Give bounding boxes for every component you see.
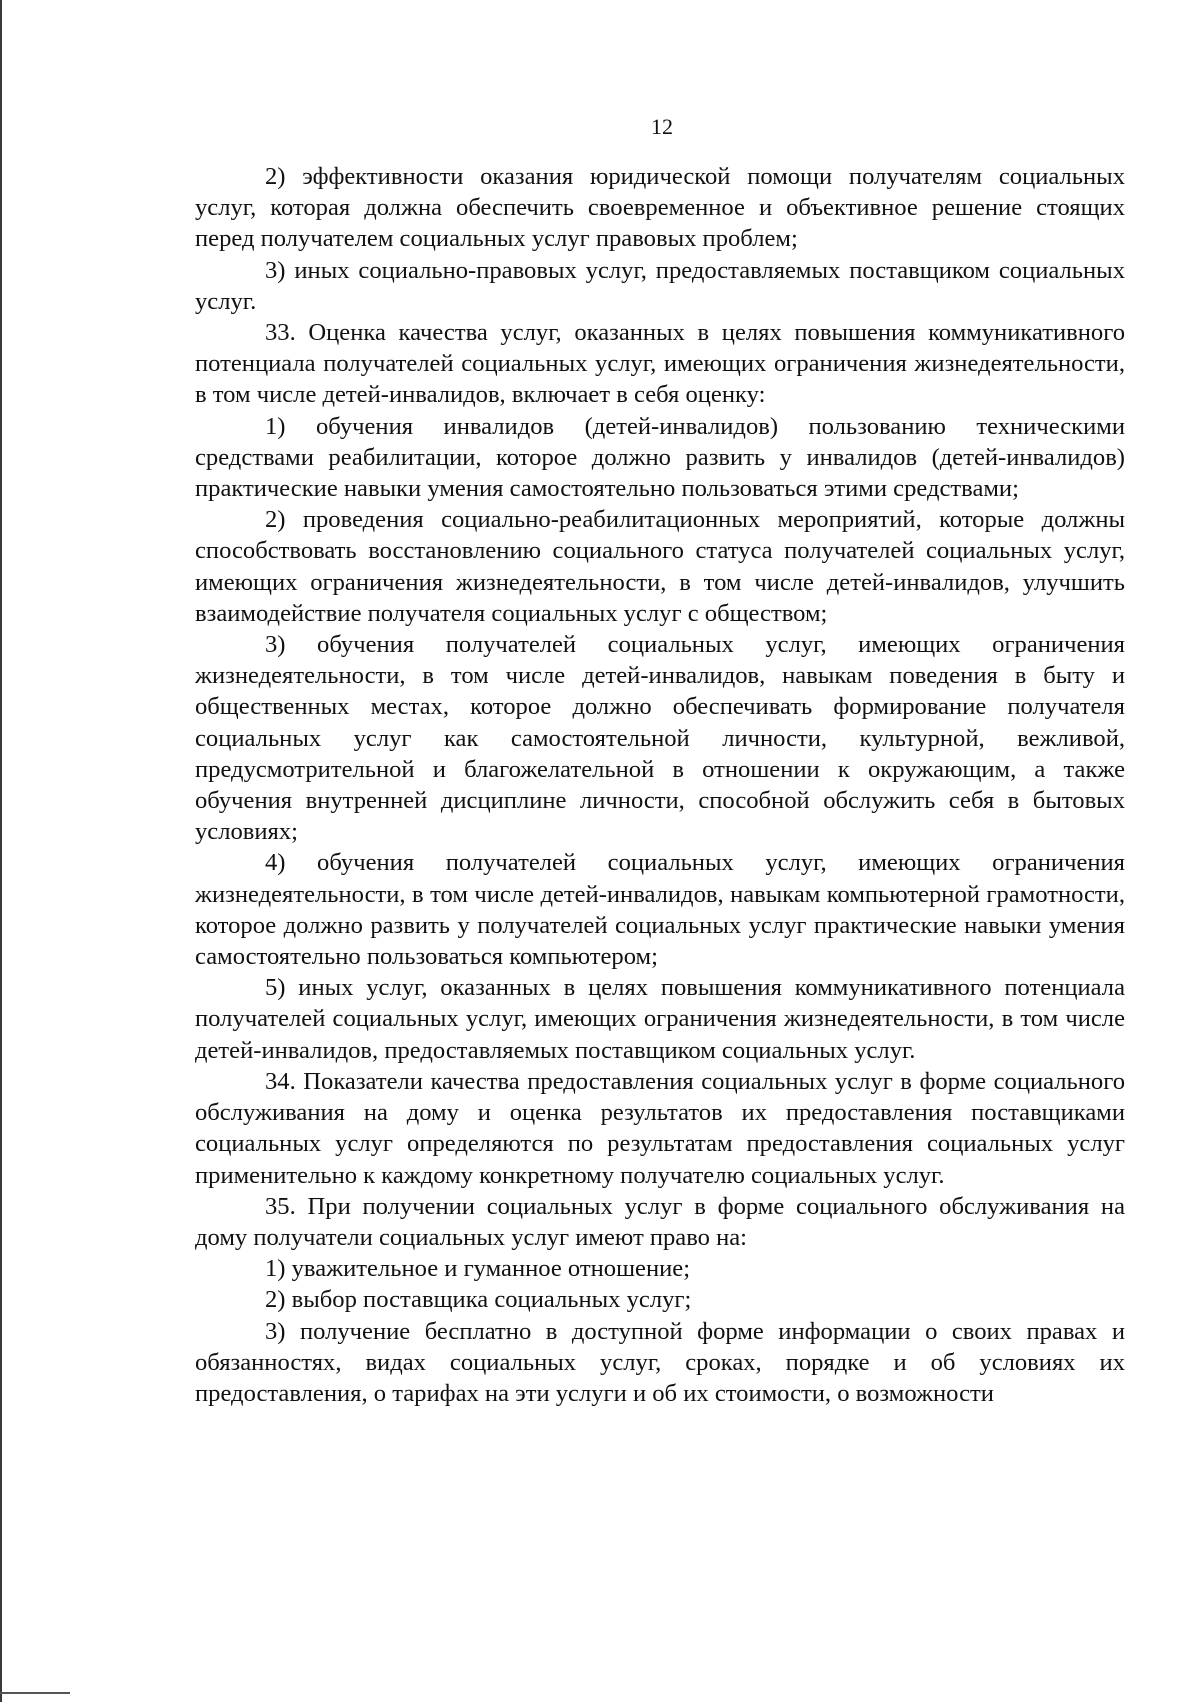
- scan-edge-left: [0, 0, 2, 1702]
- page-number: 12: [651, 114, 673, 139]
- paragraph-item-3-behavior-skills: 3) обучения получателей социальных услуг, имеющих ограничения жизнедеятельности, в том числе детей-инвалидов, навыкам поведения в быту и общественных местах, которое должно обеспечивать формирование получателя социальных услуг как самостоятельной личности, культурной, вежливой, предусмотрительной и благожелательной в отношении к окружающим, а также обучения внутренней дисциплине личности, способной обслужить себя в бытовых условиях;: [195, 631, 1125, 846]
- paragraph-35-recipient-rights: 35. При получении социальных услуг в форме социального обслуживания на дому получатели социальных услуг имеют право на:: [195, 1192, 1125, 1251]
- paragraph-item-2-legal-aid: 2) эффективности оказания юридической помощи получателям социальных услуг, которая должна обеспечить своевременное и объективное решение стоящих перед получателем социальных услуг правовых проблем;: [195, 163, 1125, 253]
- paragraph-item-2-rehabilitation-events: 2) проведения социально-реабилитационных мероприятий, которые должны способствовать восстановлению социального статуса получателей социальных услуг, имеющих ограничения жизнедеятельности, в том числе детей-инвалидов, улучшить взаимодействие получателя социальных услуг с обществом;: [195, 506, 1125, 627]
- document-body: [195, 161, 1125, 1409]
- paragraph-34-quality-indicators: 34. Показатели качества предоставления социальных услуг в форме социального обслуживания на дому и оценка результатов их предоставления поставщиками социальных услуг определяются по результатам предоставления социальных услуг применительно к каждому конкретному получателю социальных услуг.: [195, 1067, 1125, 1189]
- paragraph-item-3-other-legal-services: 3) иных социально-правовых услуг, предоставляемых поставщиком социальных услуг.: [195, 256, 1125, 315]
- paragraph-right-3-information: 3) получение бесплатно в доступной форме информации о своих правах и обязанностях, видах социальных услуг, сроках, порядке и об условиях их предоставления, о тарифах на эти услуги и об их стоимости, о возможности: [195, 1317, 1125, 1407]
- paragraph-item-1-technical-aids-training: 1) обучения инвалидов (детей-инвалидов) пользованию техническими средствами реабилитации, которое должно развить у инвалидов (детей-инвалидов) практические навыки умения самостоятельно пользоваться этими средствами;: [195, 412, 1125, 503]
- paragraph-item-4-computer-literacy: 4) обучения получателей социальных услуг, имеющих ограничения жизнедеятельности, в том числе детей-инвалидов, навыкам компьютерной грамотности, которое должно развить у получателей социальных услуг практические навыки умения самостоятельно пользоваться компьютером;: [195, 849, 1125, 971]
- paragraph-33-communicative-potential: 33. Оценка качества услуг, оказанных в целях повышения коммуникативного потенциала получателей социальных услуг, имеющих ограничения жизнедеятельности, в том числе детей-инвалидов, включает в себя оценку:: [195, 319, 1125, 409]
- paragraph-right-2-provider-choice: 2) выбор поставщика социальных услуг;: [265, 1286, 692, 1314]
- paragraph-item-5-other-services: 5) иных услуг, оказанных в целях повышения коммуникативного потенциала получателей социальных услуг, имеющих ограничения жизнедеятельности, в том числе детей-инвалидов, предоставляемых поставщиком социальных услуг.: [195, 974, 1125, 1064]
- scan-edge-bottom: [0, 1692, 70, 1694]
- paragraph-right-1-respect: 1) уважительное и гуманное отношение;: [265, 1255, 691, 1283]
